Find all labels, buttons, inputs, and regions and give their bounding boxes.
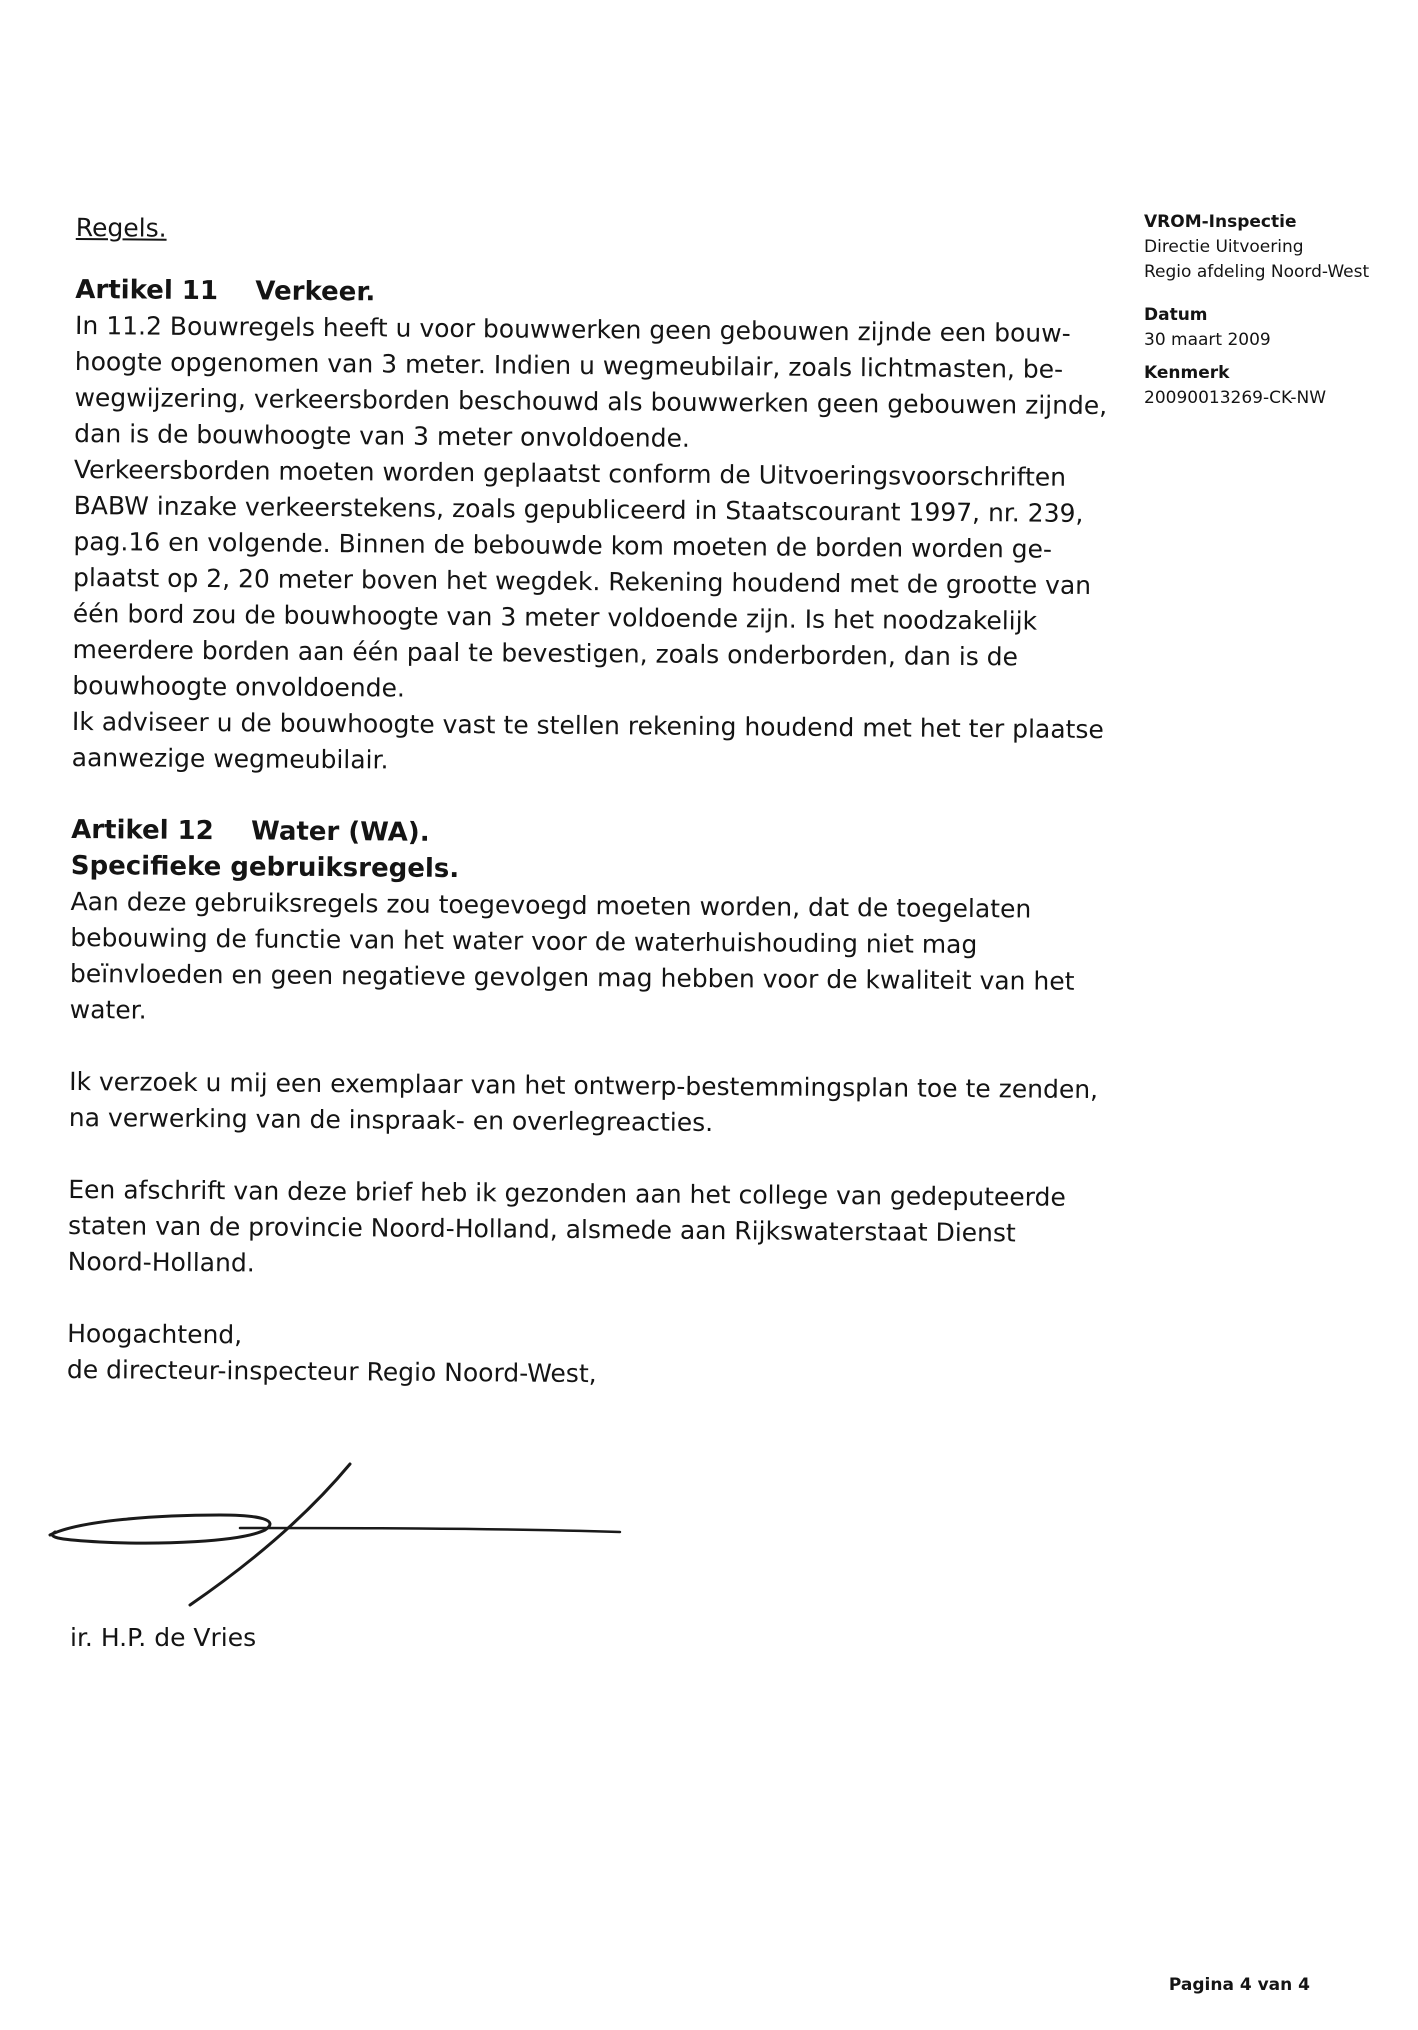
- text-line: Een afschrift van deze brief heb ik gezonden aan het college van gedeputeerde: [68, 1174, 1066, 1212]
- text-line: hoogte opgenomen van 3 meter. Indien u wegmeubilair, zoals lichtmasten, be-: [74, 346, 1064, 384]
- text-line: Noord-Holland.: [67, 1246, 255, 1278]
- text-line: In 11.2 Bouwregels heeft u voor bouwwerken geen gebouwen zijnde een bouw-: [74, 310, 1071, 348]
- text-line: meerdere borden aan één paal te bevestigen, zoals onderborden, dan is de: [72, 634, 1019, 672]
- article-12-subtitle: Specifieke gebruiksregels.: [70, 850, 460, 885]
- text-line: Aan deze gebruiksregels zou toegevoegd moeten worden, dat de toegelaten: [70, 886, 1032, 924]
- handwritten-signature: [40, 1460, 640, 1610]
- reference-label: Kenmerk: [1144, 363, 1230, 383]
- text-line: één bord zou de bouwhoogte van 3 meter voldoende zijn. Is het noodzakelijk: [72, 598, 1038, 636]
- text-line: water.: [69, 994, 147, 1025]
- letter-body: [67, 210, 1116, 1396]
- text-line: Verkeersborden moeten worden geplaatst conform de Uitvoeringsvoorschriften: [73, 454, 1067, 492]
- date-label: Datum: [1144, 305, 1208, 325]
- signatory-role: de directeur-inspecteur Regio Noord-West,: [66, 1354, 597, 1389]
- text-line: bouwhoogte onvoldoende.: [72, 670, 406, 703]
- sender-department: Directie Uitvoering: [1144, 237, 1304, 257]
- sender-info: [1144, 210, 1414, 411]
- copy-paragraph: [68, 1172, 1109, 1288]
- article-11-name: Verkeer.: [255, 276, 376, 308]
- text-line: staten van de provincie Noord-Holland, alsmede aan Rijkswaterstaat Dienst: [67, 1210, 1016, 1248]
- text-line: pag.16 en volgende. Binnen de bebouwde kom moeten de borden worden ge-: [73, 526, 1053, 564]
- article-12-text: [70, 884, 1111, 1036]
- text-line: Ik verzoek u mij een exemplaar van het ontwerp-bestemmingsplan toe te zenden,: [69, 1066, 1099, 1105]
- text-line: na verwerking van de inspraak- en overlegreacties.: [68, 1102, 714, 1138]
- reference-value: 20090013269-CK-NW: [1144, 388, 1327, 408]
- article-12-name: Water (WA).: [251, 816, 430, 848]
- section-heading: Regels.: [75, 212, 167, 243]
- article-11-number: Artikel 11: [75, 274, 219, 307]
- sender-organization: VROM-Inspectie: [1144, 212, 1297, 232]
- signer-name: ir. H.P. de Vries: [70, 1623, 257, 1652]
- page-number: Pagina 4 van 4: [1168, 1975, 1310, 1995]
- article-12-number: Artikel 12: [71, 814, 214, 847]
- text-line: aanwezige wegmeubilair.: [71, 742, 389, 775]
- text-line: plaatst op 2, 20 meter boven het wegdek. Rekening houdend met de grootte van: [72, 562, 1092, 600]
- text-line: bebouwing de functie van het water voor de waterhuishouding niet mag: [70, 922, 978, 960]
- request-paragraph: [69, 1064, 1110, 1144]
- closing-block: [67, 1316, 1108, 1396]
- closing-salutation: Hoogachtend,: [67, 1318, 243, 1350]
- text-line: wegwijzering, verkeersborden beschouwd als bouwwerken geen gebouwen zijnde,: [74, 382, 1108, 421]
- text-line: Ik adviseer u de bouwhoogte vast te stellen rekening houdend met het ter plaatse: [71, 706, 1104, 745]
- text-line: beïnvloeden en geen negatieve gevolgen mag hebben voor de kwaliteit van het: [69, 958, 1075, 996]
- sender-region: Regio afdeling Noord-West: [1144, 262, 1370, 282]
- date-value: 30 maart 2009: [1144, 330, 1271, 350]
- text-line: BABW inzake verkeerstekens, zoals gepubliceerd in Staatscourant 1997, nr. 239,: [73, 490, 1084, 528]
- text-line: dan is de bouwhoogte van 3 meter onvoldoende.: [74, 418, 690, 453]
- article-11-text: [72, 308, 1116, 784]
